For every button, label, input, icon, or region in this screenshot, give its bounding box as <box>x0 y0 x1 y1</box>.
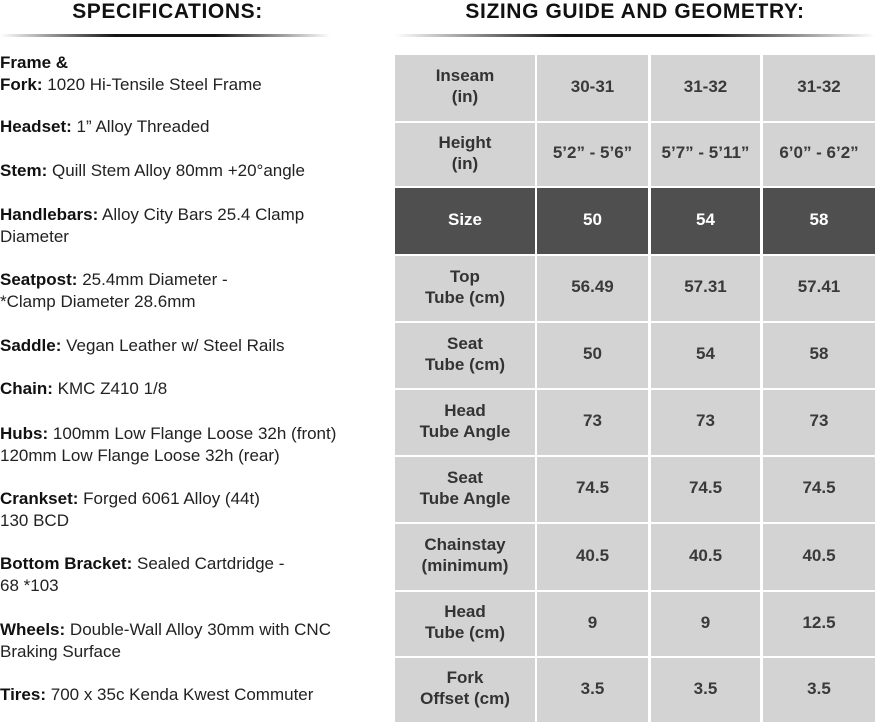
spec-line <box>0 423 370 445</box>
geometry-label-text <box>436 65 495 107</box>
spec-value: Double-Wall Alloy 30mm with CNC <box>69 620 331 639</box>
geometry-label-line: Fork <box>446 668 484 687</box>
geometry-cell-seat-tube-3 <box>763 323 875 388</box>
geometry-value: 3.5 <box>693 678 718 698</box>
spec-headset <box>0 116 370 138</box>
geometry-value: 3.5 <box>807 678 831 698</box>
geometry-value: 5’2” - 5’6” <box>552 143 633 162</box>
geometry-cell-top-tube-2 <box>651 256 760 321</box>
geometry-label-line: (minimum) <box>421 556 509 575</box>
spec-line <box>0 553 370 575</box>
geometry-value: 57.31 <box>684 277 727 296</box>
geometry-label-top-tube <box>395 256 535 321</box>
spec-value: *Clamp Diameter 28.6mm <box>0 292 196 311</box>
geometry-label-line: Tube (cm) <box>425 623 505 642</box>
geometry-cell-seat-tube-angle-1 <box>537 457 648 522</box>
geometry-label-head-tube <box>395 592 535 656</box>
spec-label: Chain: <box>0 379 53 398</box>
spec-frame-fork <box>0 52 370 96</box>
spec-line <box>0 335 370 357</box>
geometry-label-line: Offset (cm) <box>420 689 510 708</box>
specifications-heading: SPECIFICATIONS: <box>72 0 263 23</box>
spec-value: 1020 Hi-Tensile Steel Frame <box>47 75 262 94</box>
spec-label: Stem: <box>0 161 48 180</box>
geometry-cell-height-1 <box>537 123 648 186</box>
spec-stem <box>0 160 370 182</box>
spec-label: Tires: <box>0 685 46 704</box>
geometry-label-line: Tube (cm) <box>425 287 505 307</box>
spec-seatpost <box>0 269 370 313</box>
geometry-label-text <box>425 601 505 643</box>
geometry-value: 74.5 <box>575 478 610 497</box>
geometry-cell-seat-tube-angle-3 <box>763 457 875 522</box>
geometry-value: 54 <box>696 209 715 229</box>
spec-label: Hubs: <box>0 424 49 443</box>
spec-bottom-bracket <box>0 553 370 597</box>
geometry-value: 31-32 <box>797 76 841 96</box>
geometry-value: 40.5 <box>802 545 836 565</box>
geometry-cell-size-1 <box>537 188 648 254</box>
geometry-label-seat-tube <box>395 323 535 388</box>
spec-hubs <box>0 423 370 467</box>
geometry-cell-head-tube-3 <box>763 592 875 656</box>
geometry-label-line: Inseam <box>435 66 495 85</box>
spec-value: 130 BCD <box>0 511 69 530</box>
spec-label: Frame & <box>0 53 69 72</box>
spec-value: Alloy City Bars 25.4 Clamp <box>102 205 305 224</box>
spec-value: Braking Surface <box>0 642 121 661</box>
spec-line <box>0 160 370 182</box>
spec-value: 700 x 35c Kenda Kwest Commuter <box>50 685 314 704</box>
geometry-value: 73 <box>696 411 715 430</box>
geometry-value: 9 <box>587 612 598 632</box>
spec-label: Bottom Bracket: <box>0 554 133 573</box>
spec-line <box>0 619 370 641</box>
geometry-cell-chainstay-1 <box>537 524 648 590</box>
geometry-label-text <box>425 266 505 308</box>
geometry-label-line: Head <box>444 400 486 420</box>
geometry-cell-size-2 <box>651 188 760 254</box>
spec-value: Sealed Cartdridge - <box>136 554 285 573</box>
geometry-label-line: Tube Angle <box>419 488 511 508</box>
geometry-label-line: Tube Angle <box>419 421 511 441</box>
geometry-value: 6’0” - 6’2” <box>779 143 859 162</box>
geometry-label-text <box>439 132 492 174</box>
geometry-cell-seat-tube-2 <box>651 323 760 388</box>
geometry-cell-height-2 <box>651 123 760 186</box>
geometry-cell-inseam-3 <box>763 55 875 121</box>
spec-line <box>0 74 370 96</box>
geometry-label-text <box>420 400 511 442</box>
geometry-label-inseam <box>395 55 535 121</box>
spec-value: 25.4mm Diameter - <box>82 270 228 289</box>
geometry-label-fork-offset <box>395 658 535 722</box>
geometry-label-line: Seat <box>447 333 483 353</box>
geometry-value: 30-31 <box>570 76 615 96</box>
geometry-label-seat-tube-angle <box>395 457 535 522</box>
geometry-label-line: Seat <box>447 467 483 487</box>
spec-label: Headset: <box>0 117 72 136</box>
spec-crankset <box>0 488 370 532</box>
geometry-cell-fork-offset-3 <box>763 658 875 722</box>
spec-line <box>0 269 370 291</box>
geometry-cell-inseam-1 <box>537 55 648 121</box>
geometry-cell-top-tube-1 <box>537 256 648 321</box>
spec-value: Forged 6061 Alloy (44t) <box>83 489 260 508</box>
geometry-value: 50 <box>583 209 602 229</box>
geometry-label-line: (in) <box>451 87 479 106</box>
geometry-value: 9 <box>700 612 711 632</box>
geometry-label-chainstay <box>395 524 535 590</box>
geometry-cell-head-tube-angle-2 <box>651 390 760 455</box>
geometry-cell-seat-tube-angle-2 <box>651 457 760 522</box>
geometry-cell-size-3 <box>763 188 875 254</box>
geometry-label-line: Top <box>450 266 480 286</box>
spec-saddle <box>0 335 370 357</box>
spec-label: Handlebars: <box>0 205 99 224</box>
geometry-label-size <box>395 188 535 254</box>
geometry-cell-chainstay-3 <box>763 524 875 590</box>
geometry-value: 5’7” - 5’11” <box>661 143 750 162</box>
geometry-cell-seat-tube-1 <box>537 323 648 388</box>
spec-value: Quill Stem Alloy 80mm +20°angle <box>51 161 305 180</box>
spec-value: Vegan Leather w/ Steel Rails <box>66 336 285 355</box>
geometry-label-text <box>448 209 482 230</box>
geometry-cell-head-tube-angle-1 <box>537 390 648 455</box>
spec-line <box>0 116 370 138</box>
geometry-cell-chainstay-2 <box>651 524 760 590</box>
spec-label: Saddle: <box>0 336 62 355</box>
spec-label: Wheels: <box>0 620 66 639</box>
spec-value: Diameter <box>0 227 69 246</box>
spec-label: Crankset: <box>0 489 79 508</box>
geometry-cell-top-tube-3 <box>763 256 875 321</box>
geometry-value: 50 <box>583 344 602 363</box>
geometry-value: 74.5 <box>802 478 836 497</box>
spec-value: 100mm Low Flange Loose 32h (front) <box>52 424 337 443</box>
geometry-cell-head-tube-2 <box>651 592 760 656</box>
geometry-value: 54 <box>696 344 715 363</box>
geometry-label-line: (in) <box>451 153 479 173</box>
geometry-label-line: Head <box>444 602 486 621</box>
spec-tires <box>0 684 370 706</box>
geometry-value: 58 <box>809 209 829 229</box>
geometry-cell-fork-offset-1 <box>537 658 648 722</box>
geometry-value: 74.5 <box>688 478 723 497</box>
geometry-label-text <box>425 333 505 375</box>
specifications-divider <box>0 34 330 37</box>
spec-handlebars <box>0 204 370 248</box>
geometry-cell-height-3 <box>763 123 875 186</box>
geometry-label-height <box>395 123 535 186</box>
geometry-cell-fork-offset-2 <box>651 658 760 722</box>
geometry-value: 73 <box>583 411 602 430</box>
sizing-geometry-heading: SIZING GUIDE AND GEOMETRY: <box>465 0 805 23</box>
geometry-label-line: Height <box>438 132 492 152</box>
geometry-value: 31-32 <box>683 76 728 96</box>
geometry-value: 40.5 <box>575 545 610 565</box>
spec-chain <box>0 378 370 400</box>
spec-label: Seatpost: <box>0 270 78 289</box>
spec-label: Fork: <box>0 75 43 94</box>
geometry-label-line: Size <box>447 209 483 229</box>
spec-wheels <box>0 619 370 663</box>
spec-value: 1” Alloy Threaded <box>76 117 210 136</box>
geometry-label-line: Chainstay <box>424 535 506 554</box>
spec-line <box>0 488 370 510</box>
spec-value: KMC Z410 1/8 <box>57 379 168 398</box>
spec-line <box>0 204 370 226</box>
spec-value: 120mm Low Flange Loose 32h (rear) <box>0 446 280 465</box>
sizing-geometry-divider <box>395 34 875 37</box>
spec-value: 68 *103 <box>0 576 59 595</box>
geometry-cell-inseam-2 <box>651 55 760 121</box>
geometry-value: 57.41 <box>797 277 841 296</box>
geometry-value: 58 <box>809 344 829 363</box>
geometry-label-head-tube-angle <box>395 390 535 455</box>
geometry-cell-head-tube-1 <box>537 592 648 656</box>
geometry-label-line: Tube (cm) <box>425 354 505 374</box>
spec-line <box>0 378 370 400</box>
geometry-value: 12.5 <box>802 612 836 632</box>
geometry-label-text <box>422 534 509 576</box>
geometry-value: 40.5 <box>688 545 723 565</box>
geometry-value: 56.49 <box>571 277 614 296</box>
geometry-value: 3.5 <box>580 678 605 698</box>
spec-line <box>0 684 370 706</box>
spec-line <box>0 52 370 74</box>
geometry-label-text <box>420 467 511 509</box>
geometry-value: 73 <box>809 411 829 430</box>
geometry-cell-head-tube-angle-3 <box>763 390 875 455</box>
geometry-label-text <box>420 667 510 709</box>
